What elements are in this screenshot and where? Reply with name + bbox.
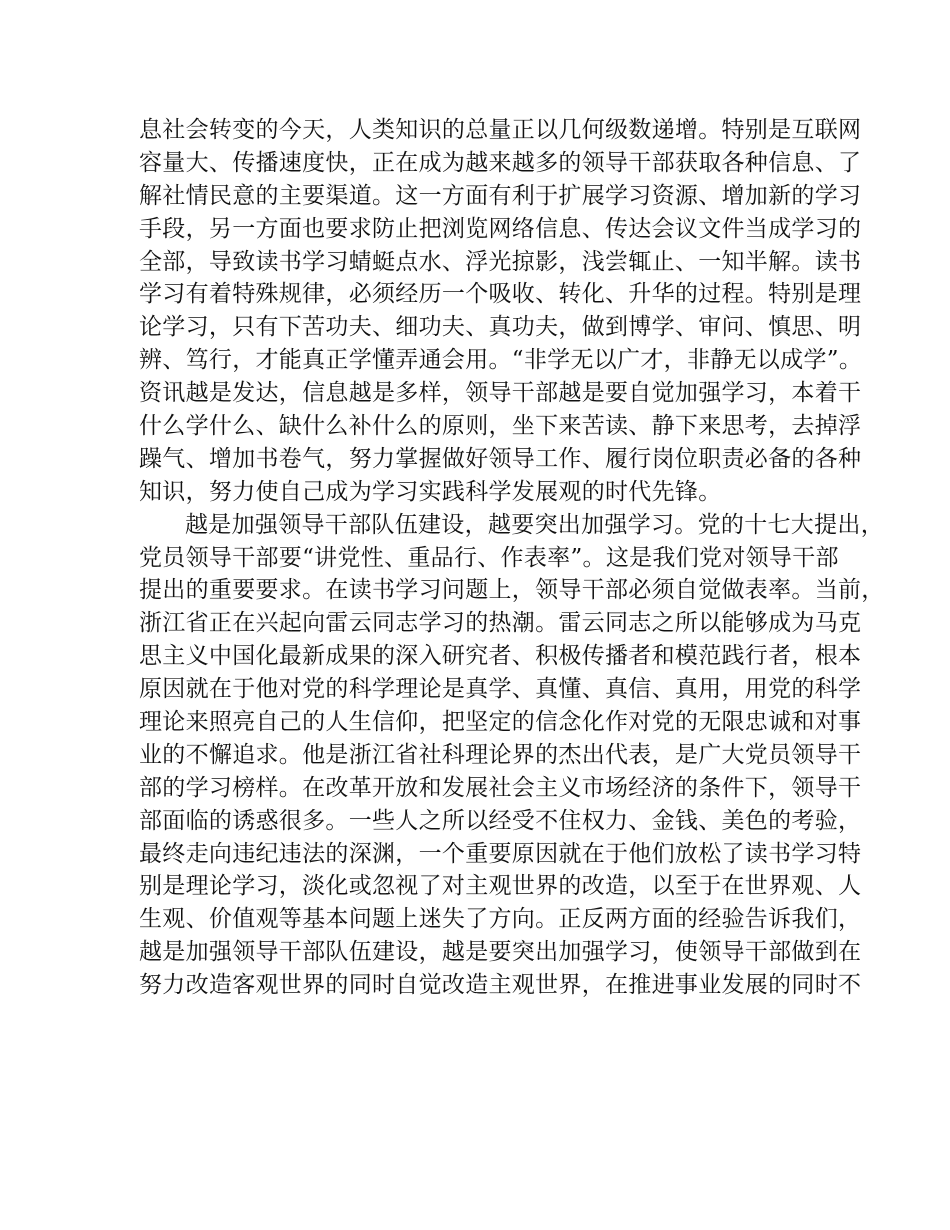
text-line: 辨、笃行，才能真正学懂弄通会用。“非学无以广才，非静无以成学”。 <box>139 347 863 374</box>
body-text <box>139 114 885 1002</box>
text-line: 最终走向违纪违法的深渊，一个重要原因就在于他们放松了读书学习特 <box>139 840 862 867</box>
text-line: 别是理论学习，淡化或忽视了对主观世界的改造，以至于在世界观、人 <box>139 873 862 900</box>
text-line: 部面临的诱惑很多。一些人之所以经受不住权力、金钱、美色的考验， <box>139 807 862 834</box>
text-line: 生观、价值观等基本问题上迷失了方向。正反两方面的经验告诉我们， <box>139 906 862 933</box>
text-line: 提出的重要要求。在读书学习问题上，领导干部必须自觉做表率。当前， <box>139 577 885 604</box>
text-line: 部的学习榜样。在改革开放和发展社会主义市场经济的条件下，领导干 <box>139 774 862 801</box>
text-line: 努力改造客观世界的同时自觉改造主观世界，在推进事业发展的同时不 <box>139 972 862 999</box>
text-line: 解社情民意的主要渠道。这一方面有利于扩展学习资源、增加新的学习 <box>139 182 862 209</box>
text-line: 思主义中国化最新成果的深入研究者、积极传播者和模范践行者，根本 <box>139 643 862 670</box>
text-line: 知识，努力使自己成为学习实践科学发展观的时代先锋。 <box>139 478 722 505</box>
text-line: 容量大、传播速度快，正在成为越来越多的领导干部获取各种信息、了 <box>139 149 862 176</box>
text-line: 躁气、增加书卷气，努力掌握做好领导工作、履行岗位职责必备的各种 <box>139 445 862 472</box>
text-line: 论学习，只有下苦功夫、细功夫、真功夫，做到博学、审问、慎思、明 <box>139 314 862 341</box>
text-line: 手段，另一方面也要求防止把浏览网络信息、传达会议文件当成学习的 <box>139 215 862 242</box>
text-line: 理论来照亮自己的人生信仰，把坚定的信念化作对党的无限忠诚和对事 <box>139 709 862 736</box>
text-line: 原因就在于他对党的科学理论是真学、真懂、真信、真用，用党的科学 <box>139 676 862 703</box>
text-line: 资讯越是发达，信息越是多样，领导干部越是要自觉加强学习，本着干 <box>139 380 862 407</box>
text-line: 什么学什么、缺什么补什么的原则，坐下来苦读、静下来思考，去掉浮 <box>139 413 862 440</box>
text-line: 业的不懈追求。他是浙江省社科理论界的杰出代表，是广大党员领导干 <box>139 741 862 768</box>
text-line: 浙江省正在兴起向雷云同志学习的热潮。雷云同志之所以能够成为马克 <box>139 610 862 637</box>
text-line: 学习有着特殊规律，必须经历一个吸收、转化、升华的过程。特别是理 <box>139 281 862 308</box>
text-line: 全部，导致读书学习蜻蜓点水、浮光掠影，浅尝辄止、一知半解。读书 <box>139 248 862 275</box>
text-line: 越是加强领导干部队伍建设，越是要突出加强学习，使领导干部做到在 <box>139 939 862 966</box>
text-line: 息社会转变的今天，人类知识的总量正以几何级数递增。特别是互联网 <box>139 117 862 143</box>
text-line: 党员领导干部要“讲党性、重品行、作表率”。这是我们党对领导干部 <box>139 544 839 571</box>
paragraph-start-line: 越是加强领导干部队伍建设，越要突出加强学习。党的十七大提出， <box>185 511 884 538</box>
